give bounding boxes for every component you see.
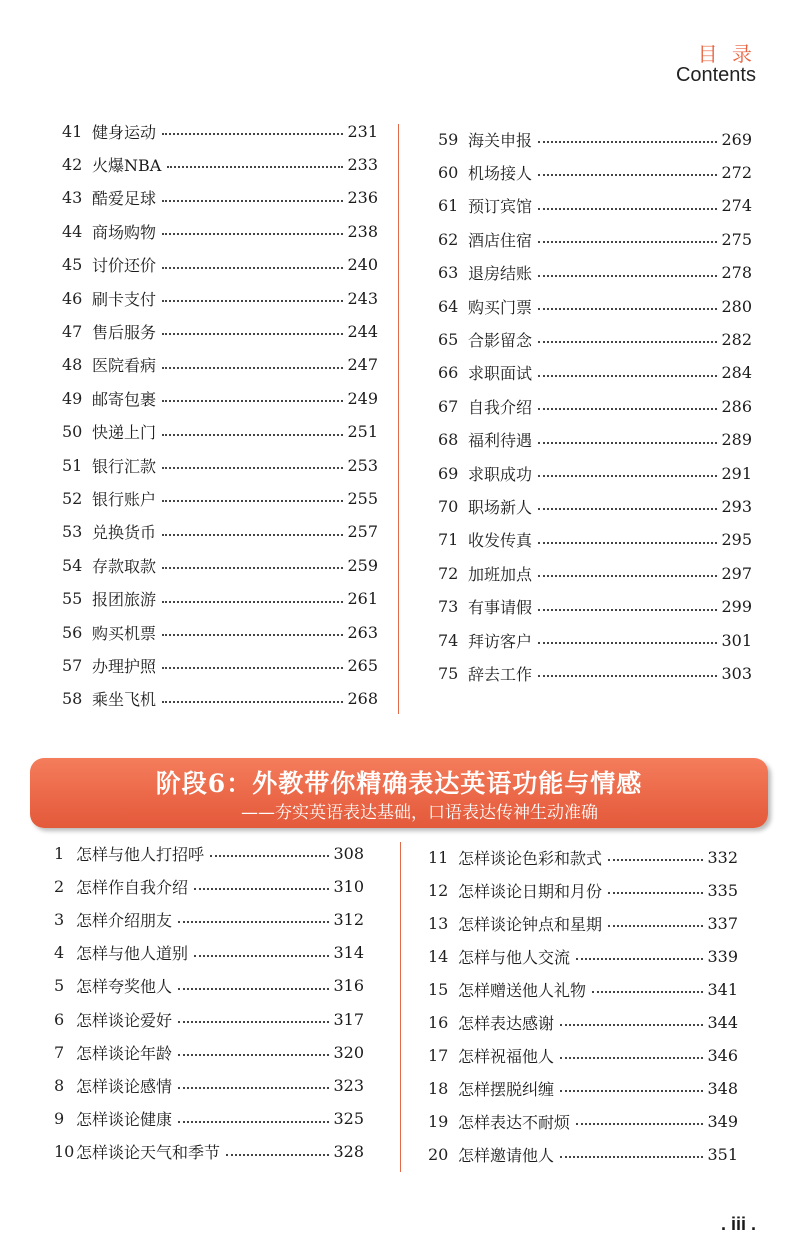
dot-leader: [608, 859, 703, 861]
toc-entry-number: 58: [62, 689, 83, 709]
toc-entry-number: 68: [438, 430, 459, 450]
toc-entry[interactable]: [62, 517, 378, 547]
toc-entry-page: 286: [721, 396, 752, 416]
dot-leader: [560, 1024, 703, 1026]
toc-entry-page: 303: [721, 663, 752, 683]
toc-entry[interactable]: [62, 650, 378, 680]
dot-leader: [162, 534, 343, 536]
toc-entry-page: 351: [707, 1144, 738, 1164]
dot-leader: [162, 601, 343, 603]
toc-entry-number: 54: [62, 555, 83, 575]
toc-entry-page: 240: [347, 255, 378, 275]
dot-leader: [538, 675, 717, 677]
toc-entry-number: 19: [428, 1111, 449, 1131]
toc-entry[interactable]: [54, 1070, 364, 1100]
toc-entry[interactable]: [54, 838, 364, 868]
toc-entry-page: 269: [721, 129, 752, 149]
toc-entry-number: 70: [438, 496, 459, 516]
toc-entry-page: 317: [333, 1009, 364, 1029]
toc-entry-title: 火爆NBA: [92, 155, 162, 175]
toc-entry[interactable]: [438, 491, 752, 521]
toc-entry-number: 6: [54, 1009, 65, 1029]
dot-leader: [538, 442, 717, 444]
toc-entry-title: 怎样与他人打招呼: [76, 844, 205, 864]
toc-entry-title: 怎样摆脱纠缠: [458, 1079, 555, 1099]
toc-entry-number: 3: [54, 909, 65, 929]
toc-entry[interactable]: [62, 283, 378, 313]
dot-leader: [162, 367, 343, 369]
toc-entry-page: 299: [721, 597, 752, 617]
dot-leader: [538, 575, 717, 577]
toc-entry-number: 64: [438, 296, 459, 316]
dot-leader: [178, 1087, 329, 1089]
toc-entry-title: 怎样表达感谢: [458, 1013, 555, 1033]
toc-entry-number: 65: [438, 329, 459, 349]
toc-entry-title: 加班加点: [468, 564, 533, 584]
toc-entry-title: 预订宾馆: [468, 197, 533, 217]
toc-entry-page: 295: [721, 530, 752, 550]
toc-entry-page: 233: [347, 154, 378, 174]
dot-leader: [538, 208, 717, 210]
toc-entry[interactable]: [438, 592, 752, 622]
toc-entry-title: 怎样谈论天气和季节: [76, 1143, 221, 1163]
toc-entry-page: 255: [347, 488, 378, 508]
toc-entry-page: 332: [707, 847, 738, 867]
contents-title-cn: 目 录: [697, 42, 756, 66]
dot-leader: [538, 341, 717, 343]
toc-entry[interactable]: [62, 550, 378, 580]
dot-leader: [162, 200, 343, 202]
toc-entry-title: 怎样邀请他人: [458, 1145, 555, 1165]
toc-entry-title: 海关申报: [468, 130, 533, 150]
toc-entry-title: 医院看病: [92, 356, 157, 376]
toc-entry-number: 43: [62, 188, 83, 208]
dot-leader: [178, 988, 329, 990]
dot-leader: [560, 1057, 703, 1059]
toc-entry-number: 12: [428, 880, 449, 900]
toc-entry-title: 拜访客户: [468, 631, 533, 651]
toc-entry-number: 55: [62, 589, 83, 609]
banner-title: 阶段6：外教带你精确表达英语功能与情感: [155, 769, 643, 798]
toc-entry[interactable]: [54, 1137, 364, 1167]
toc-entry-title: 购买门票: [468, 297, 533, 317]
toc-entry[interactable]: [428, 842, 738, 872]
toc-list-s6-left: [54, 838, 364, 1178]
dot-leader: [194, 888, 329, 890]
toc-entry[interactable]: [62, 316, 378, 346]
toc-entry[interactable]: [428, 1007, 738, 1037]
toc-entry-title: 机场接人: [468, 163, 533, 183]
toc-entry-title: 健身运动: [92, 122, 157, 142]
toc-entry-title: 求职成功: [468, 464, 533, 484]
toc-entry-number: 71: [438, 530, 459, 550]
toc-entry[interactable]: [428, 974, 738, 1004]
toc-entry-number: 47: [62, 321, 83, 341]
toc-entry-page: 328: [333, 1142, 364, 1162]
toc-entry[interactable]: [438, 191, 752, 221]
toc-entry-number: 57: [62, 655, 83, 675]
toc-entry-number: 2: [54, 876, 65, 896]
toc-entry-title: 收发传真: [468, 531, 533, 551]
toc-entry-number: 59: [438, 129, 459, 149]
toc-entry-title: 怎样与他人道别: [76, 944, 189, 964]
toc-entry-number: 41: [62, 121, 83, 141]
toc-entry-page: 231: [347, 121, 378, 141]
toc-entry-number: 60: [438, 162, 459, 182]
toc-entry-page: 320: [333, 1042, 364, 1062]
toc-entry-number: 4: [54, 943, 65, 963]
toc-entry[interactable]: [62, 450, 378, 480]
toc-list-s5-right: [438, 124, 752, 694]
toc-entry-number: 7: [54, 1042, 65, 1062]
toc-entry[interactable]: [428, 875, 738, 905]
dot-leader: [538, 508, 717, 510]
toc-entry[interactable]: [438, 224, 752, 254]
dot-leader: [162, 634, 343, 636]
toc-entry-number: 49: [62, 388, 83, 408]
toc-entry-page: 335: [707, 880, 738, 900]
dot-leader: [178, 1121, 329, 1123]
toc-entry-title: 银行汇款: [92, 456, 157, 476]
toc-entry-page: 312: [333, 909, 364, 929]
toc-entry[interactable]: [62, 383, 378, 413]
toc-entry-page: 238: [347, 221, 378, 241]
section-banner: [30, 758, 768, 828]
toc-entry[interactable]: [438, 425, 752, 455]
contents-title-en: Contents: [675, 64, 756, 86]
column-divider-top: [398, 124, 399, 714]
toc-entry[interactable]: [62, 250, 378, 280]
toc-entry-number: 69: [438, 463, 459, 483]
toc-entry[interactable]: [438, 391, 752, 421]
dot-leader: [538, 308, 717, 310]
toc-entry-title: 酒店住宿: [468, 230, 533, 250]
toc-entry-number: 8: [54, 1075, 65, 1095]
toc-entry[interactable]: [54, 1004, 364, 1034]
toc-entry-page: 247: [347, 355, 378, 375]
toc-entry-number: 67: [438, 396, 459, 416]
toc-entry-page: 282: [721, 329, 752, 349]
toc-entry-title: 商场购物: [92, 222, 157, 242]
toc-entry-page: 251: [347, 422, 378, 442]
toc-entry-page: 272: [721, 162, 752, 182]
toc-entry-title: 怎样谈论感情: [76, 1076, 173, 1096]
toc-entry-title: 银行账户: [92, 489, 157, 509]
dot-leader: [162, 500, 343, 502]
toc-entry-page: 337: [707, 913, 738, 933]
toc-entry-page: 274: [721, 196, 752, 216]
toc-entry-number: 14: [428, 946, 449, 966]
toc-entry-number: 1: [54, 843, 65, 863]
toc-entry-title: 办理护照: [92, 656, 157, 676]
toc-entry[interactable]: [438, 358, 752, 388]
toc-entry-number: 17: [428, 1045, 449, 1065]
toc-entry[interactable]: [438, 258, 752, 288]
toc-entry-number: 15: [428, 979, 449, 999]
dot-leader: [178, 1054, 329, 1056]
toc-entry-title: 自我介绍: [468, 397, 533, 417]
dot-leader: [226, 1154, 329, 1156]
toc-entry-title: 怎样谈论爱好: [76, 1010, 173, 1030]
dot-leader: [178, 1021, 329, 1023]
toc-entry-title: 讨价还价: [92, 256, 157, 276]
dot-leader: [560, 1090, 703, 1092]
toc-entry-number: 48: [62, 355, 83, 375]
dot-leader: [162, 667, 343, 669]
toc-entry[interactable]: [428, 941, 738, 971]
dot-leader: [592, 991, 703, 993]
toc-entry-number: 53: [62, 522, 83, 542]
toc-entry[interactable]: [54, 871, 364, 901]
dot-leader: [576, 958, 703, 960]
dot-leader: [162, 701, 343, 703]
toc-entry-page: 344: [707, 1012, 738, 1032]
toc-entry-title: 求职面试: [468, 364, 533, 384]
toc-entry-title: 怎样作自我介绍: [76, 877, 189, 897]
toc-entry[interactable]: [54, 904, 364, 934]
toc-entry[interactable]: [62, 350, 378, 380]
dot-leader: [608, 892, 703, 894]
dot-leader: [162, 567, 343, 569]
toc-entry-page: 236: [347, 188, 378, 208]
toc-entry[interactable]: [54, 1104, 364, 1134]
dot-leader: [210, 855, 329, 857]
toc-entry-title: 怎样赠送他人礼物: [458, 980, 587, 1000]
toc-entry-number: 45: [62, 255, 83, 275]
toc-list-s5-left: [62, 116, 378, 716]
dot-leader: [162, 300, 343, 302]
toc-entry-page: 263: [347, 622, 378, 642]
toc-entry-title: 快递上门: [92, 423, 157, 443]
toc-entry-number: 63: [438, 263, 459, 283]
toc-entry[interactable]: [62, 216, 378, 246]
toc-entry[interactable]: [54, 938, 364, 968]
toc-entry[interactable]: [438, 324, 752, 354]
toc-entry-title: 合影留念: [468, 330, 533, 350]
toc-entry-number: 9: [54, 1109, 65, 1129]
toc-entry[interactable]: [438, 157, 752, 187]
dot-leader: [538, 174, 717, 176]
toc-entry-number: 10: [54, 1142, 75, 1162]
dot-leader: [162, 233, 343, 235]
toc-entry-title: 报团旅游: [92, 590, 157, 610]
toc-entry-page: 316: [333, 976, 364, 996]
toc-entry-number: 20: [428, 1144, 449, 1164]
toc-entry-title: 怎样谈论日期和月份: [458, 881, 603, 901]
toc-entry-title: 辞去工作: [468, 664, 533, 684]
toc-entry-page: 289: [721, 430, 752, 450]
toc-entry-title: 兑换货币: [92, 523, 157, 543]
toc-entry-number: 50: [62, 422, 83, 442]
toc-entry-title: 退房结账: [468, 264, 533, 284]
toc-entry[interactable]: [62, 183, 378, 213]
toc-entry-page: 259: [347, 555, 378, 575]
toc-entry-page: 291: [721, 463, 752, 483]
dot-leader: [538, 241, 717, 243]
toc-entry-title: 售后服务: [92, 322, 157, 342]
toc-entry-page: 243: [347, 288, 378, 308]
dot-leader: [162, 434, 343, 436]
column-divider-bottom: [400, 842, 401, 1172]
toc-entry[interactable]: [62, 417, 378, 447]
dot-leader: [538, 642, 717, 644]
toc-entry-page: 349: [707, 1111, 738, 1131]
toc-entry[interactable]: [438, 558, 752, 588]
dot-leader: [162, 333, 343, 335]
dot-leader: [162, 267, 343, 269]
dot-leader: [576, 1123, 703, 1125]
dot-leader: [560, 1156, 703, 1158]
toc-entry[interactable]: [428, 1040, 738, 1070]
toc-entry-page: 310: [333, 876, 364, 896]
toc-entry-number: 51: [62, 455, 83, 475]
toc-entry-page: 268: [347, 689, 378, 709]
page-number: . iii .: [720, 1214, 756, 1234]
toc-entry-page: 275: [721, 229, 752, 249]
dot-leader: [538, 542, 717, 544]
toc-entry-number: 66: [438, 363, 459, 383]
toc-entry-number: 73: [438, 597, 459, 617]
toc-entry-page: 284: [721, 363, 752, 383]
toc-entry-title: 乘坐飞机: [92, 690, 157, 710]
toc-entry-number: 74: [438, 630, 459, 650]
toc-list-s6-right: [428, 842, 738, 1182]
toc-entry-page: 323: [333, 1075, 364, 1095]
toc-entry-page: 249: [347, 388, 378, 408]
toc-entry-number: 5: [54, 976, 65, 996]
toc-entry-page: 278: [721, 263, 752, 283]
toc-entry[interactable]: [54, 971, 364, 1001]
dot-leader: [538, 475, 717, 477]
dot-leader: [538, 609, 717, 611]
toc-entry-number: 62: [438, 229, 459, 249]
toc-entry[interactable]: [428, 908, 738, 938]
toc-entry-title: 邮寄包裹: [92, 389, 157, 409]
toc-entry[interactable]: [62, 684, 378, 714]
toc-entry-title: 存款取款: [92, 556, 157, 576]
toc-entry-title: 怎样谈论年龄: [76, 1043, 173, 1063]
toc-entry-title: 怎样谈论健康: [76, 1110, 173, 1130]
dot-leader: [538, 375, 717, 377]
toc-entry-page: 346: [707, 1045, 738, 1065]
toc-entry-page: 325: [333, 1109, 364, 1129]
toc-entry-page: 348: [707, 1078, 738, 1098]
toc-entry[interactable]: [54, 1037, 364, 1067]
toc-entry-page: 301: [721, 630, 752, 650]
toc-entry-number: 52: [62, 488, 83, 508]
toc-entry[interactable]: [428, 1139, 738, 1169]
toc-entry[interactable]: [428, 1073, 738, 1103]
dot-leader: [538, 141, 717, 143]
toc-entry[interactable]: [438, 625, 752, 655]
toc-entry-number: 42: [62, 154, 83, 174]
toc-entry[interactable]: [438, 525, 752, 555]
toc-entry-title: 怎样谈论钟点和星期: [458, 914, 603, 934]
toc-entry-page: 341: [707, 979, 738, 999]
banner-subtitle: ——夯实英语表达基础，口语表达传神生动准确: [241, 803, 598, 823]
toc-entry[interactable]: [62, 617, 378, 647]
toc-entry[interactable]: [62, 483, 378, 513]
toc-entry-page: 297: [721, 563, 752, 583]
toc-entry-number: 16: [428, 1012, 449, 1032]
dot-leader: [162, 133, 343, 135]
toc-entry-title: 怎样谈论色彩和款式: [458, 848, 603, 868]
toc-entry-page: 244: [347, 321, 378, 341]
toc-entry[interactable]: [438, 658, 752, 688]
toc-entry[interactable]: [428, 1106, 738, 1136]
toc-entry[interactable]: [438, 458, 752, 488]
dot-leader: [167, 166, 343, 168]
toc-entry-page: 253: [347, 455, 378, 475]
toc-entry-number: 61: [438, 196, 459, 216]
dot-leader: [194, 955, 329, 957]
toc-entry-number: 11: [428, 847, 449, 867]
toc-entry-page: 339: [707, 946, 738, 966]
toc-entry-number: 46: [62, 288, 83, 308]
dot-leader: [538, 275, 717, 277]
dot-leader: [178, 921, 329, 923]
toc-entry[interactable]: [438, 291, 752, 321]
toc-entry-page: 265: [347, 655, 378, 675]
toc-entry-number: 18: [428, 1078, 449, 1098]
dot-leader: [162, 400, 343, 402]
dot-leader: [162, 467, 343, 469]
toc-entry-title: 购买机票: [92, 623, 157, 643]
toc-entry-title: 怎样夸奖他人: [76, 977, 173, 997]
toc-entry[interactable]: [438, 124, 752, 154]
toc-entry-page: 293: [721, 496, 752, 516]
toc-entry-title: 福利待遇: [468, 431, 533, 451]
toc-entry-number: 44: [62, 221, 83, 241]
toc-entry-page: 257: [347, 522, 378, 542]
toc-entry-page: 314: [333, 943, 364, 963]
dot-leader: [538, 408, 717, 410]
toc-entry-page: 261: [347, 589, 378, 609]
toc-entry-number: 56: [62, 622, 83, 642]
toc-entry-page: 308: [333, 843, 364, 863]
toc-entry-page: 280: [721, 296, 752, 316]
toc-entry-number: 75: [438, 663, 459, 683]
toc-entry[interactable]: [62, 584, 378, 614]
toc-entry-title: 有事请假: [468, 598, 533, 618]
toc-entry-title: 酷爱足球: [92, 189, 157, 209]
toc-entry-number: 13: [428, 913, 449, 933]
toc-entry[interactable]: [62, 116, 378, 146]
toc-entry-title: 职场新人: [468, 497, 533, 517]
toc-entry-title: 怎样祝福他人: [458, 1046, 555, 1066]
dot-leader: [608, 925, 703, 927]
toc-entry[interactable]: [62, 149, 378, 179]
toc-entry-title: 怎样与他人交流: [458, 947, 571, 967]
toc-entry-title: 怎样介绍朋友: [76, 910, 173, 930]
toc-entry-title: 刷卡支付: [92, 289, 157, 309]
toc-entry-title: 怎样表达不耐烦: [458, 1112, 571, 1132]
toc-entry-number: 72: [438, 563, 459, 583]
